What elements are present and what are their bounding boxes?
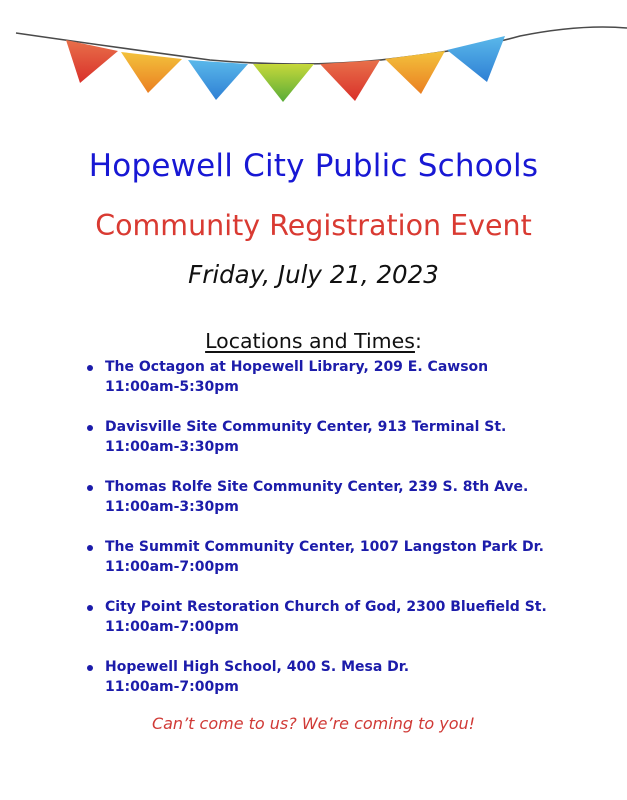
location-time: 11:00am-3:30pm — [105, 499, 239, 515]
location-item — [0, 657, 627, 717]
pennant-flag-yellow-icon — [121, 52, 182, 93]
location-name: Davisville Site Community Center, 913 Terminal St. — [105, 419, 507, 435]
location-time: 11:00am-5:30pm — [105, 379, 239, 395]
pennant-flag-yellow-icon — [385, 51, 445, 94]
location-item — [0, 417, 627, 477]
bunting-banner — [0, 0, 627, 115]
locations-heading-text: Locations and Times — [205, 329, 415, 353]
event-date: Friday, July 21, 2023 — [188, 260, 439, 289]
bullet-icon — [87, 605, 93, 611]
pennant-flag-blue-icon — [188, 60, 248, 100]
bullet-icon — [87, 545, 93, 551]
location-time: 11:00am-7:00pm — [105, 679, 239, 695]
location-name: City Point Restoration Church of God, 2300 Bluefield St. — [105, 599, 547, 615]
locations-heading-colon: : — [414, 329, 422, 353]
location-item — [0, 477, 627, 537]
bullet-icon — [87, 425, 93, 431]
school-title: Hopewell City Public Schools — [88, 148, 539, 184]
location-time: 11:00am-3:30pm — [105, 439, 239, 455]
locations-heading — [0, 329, 627, 353]
pennant-flag-red-icon — [320, 60, 380, 101]
event-title: Community Registration Event — [95, 209, 532, 242]
location-name: The Octagon at Hopewell Library, 209 E. Cawson — [105, 359, 489, 375]
location-item — [0, 597, 627, 657]
locations-list — [0, 357, 627, 717]
location-name: The Summit Community Center, 1007 Langston Park Dr. — [105, 539, 544, 555]
bullet-icon — [87, 365, 93, 371]
pennant-flag-blue-icon — [447, 36, 505, 82]
bullet-icon — [87, 485, 93, 491]
location-name: Thomas Rolfe Site Community Center, 239 S. 8th Ave. — [105, 479, 529, 495]
location-name: Hopewell High School, 400 S. Mesa Dr. — [105, 659, 410, 675]
footer-tagline: Can’t come to us? We’re coming to you! — [151, 714, 476, 733]
location-time: 11:00am-7:00pm — [105, 619, 239, 635]
pennant-flag-green-icon — [253, 64, 314, 102]
location-item — [0, 357, 627, 417]
location-time: 11:00am-7:00pm — [105, 559, 239, 575]
location-item — [0, 537, 627, 597]
bullet-icon — [87, 665, 93, 671]
